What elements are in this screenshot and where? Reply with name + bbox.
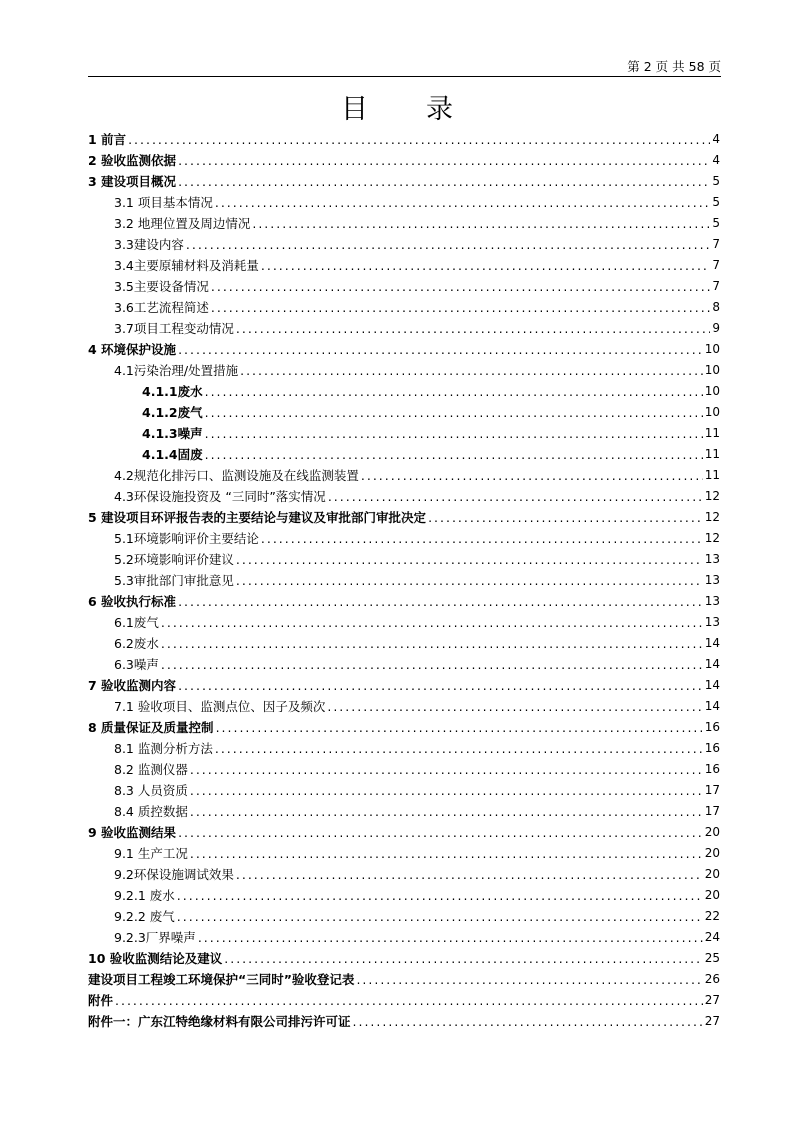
toc-dot-leader [205,444,703,465]
toc-entry-label: 3.1 项目基本情况 [114,195,213,210]
toc-entry-page-number: 13 [704,573,720,587]
toc-entry-page-number: 10 [704,405,720,419]
toc-entry[interactable] [88,444,720,465]
toc-entry-page-number: 27 [704,1014,720,1028]
toc-entry-page-number: 5 [712,216,720,230]
toc-entry-page-number: 11 [704,426,720,440]
toc-entry[interactable] [88,822,720,843]
toc-entry[interactable] [88,507,720,528]
toc-entry[interactable] [88,612,720,633]
toc-entry-page-number: 12 [704,489,720,503]
toc-entry-page-number: 10 [704,363,720,377]
toc-entry-page-number: 11 [704,447,720,461]
toc-dot-leader [178,591,703,612]
toc-entry-label: 4.1.1废水 [142,384,203,399]
toc-entry[interactable] [88,969,720,990]
toc-entry[interactable] [88,801,720,822]
toc-entry-label: 5.3审批部门审批意见 [114,573,234,588]
toc-dot-leader [261,255,710,276]
toc-dot-leader [236,864,703,885]
toc-entry-page-number: 27 [704,993,720,1007]
toc-entry[interactable] [88,633,720,654]
toc-entry-label: 7.1 验收项目、监测点位、因子及频次 [114,699,326,714]
toc-entry-label: 4 环境保护设施 [88,342,177,357]
toc-entry-label: 3.4主要原辅材料及消耗量 [114,258,259,273]
toc-entry-page-number: 22 [704,909,720,923]
toc-dot-leader [327,696,702,717]
toc-entry-label: 9.2环保设施调试效果 [114,867,234,882]
toc-entry-label: 9.1 生产工况 [114,846,188,861]
toc-entry-label: 6.1废气 [114,615,159,630]
toc-entry[interactable] [88,213,720,234]
toc-entry[interactable] [88,780,720,801]
toc-entry[interactable] [88,696,720,717]
toc-dot-leader [177,885,703,906]
toc-entry-page-number: 14 [704,657,720,671]
toc-entry-label: 3.7项目工程变动情况 [114,321,234,336]
toc-dot-leader [205,423,703,444]
toc-entry[interactable] [88,549,720,570]
toc-entry-label: 8.1 监测分析方法 [114,741,213,756]
toc-dot-leader [236,570,703,591]
toc-entry[interactable] [88,948,720,969]
toc-entry-page-number: 24 [704,930,720,944]
toc-entry-label: 6.2废水 [114,636,159,651]
toc-dot-leader [178,675,703,696]
toc-entry-page-number: 16 [704,762,720,776]
toc-dot-leader [252,213,710,234]
toc-entry-page-number: 16 [704,720,720,734]
toc-entry[interactable] [88,528,720,549]
toc-entry-label: 8 质量保证及质量控制 [88,720,214,735]
table-of-contents [88,129,720,1032]
toc-entry-label: 3.6工艺流程简述 [114,300,209,315]
toc-entry-page-number: 8 [712,300,720,314]
toc-entry-page-number: 26 [704,972,720,986]
toc-dot-leader [356,969,702,990]
toc-dot-leader [224,948,702,969]
toc-entry-page-number: 12 [704,510,720,524]
toc-dot-leader [353,1011,703,1032]
toc-entry-page-number: 13 [704,615,720,629]
toc-entry[interactable] [88,885,720,906]
toc-entry[interactable] [88,843,720,864]
toc-entry[interactable] [88,570,720,591]
toc-entry[interactable] [88,360,720,381]
toc-dot-leader [261,528,703,549]
toc-entry-label: 9.2.2 废气 [114,909,175,924]
toc-entry-page-number: 11 [704,468,720,482]
toc-entry[interactable] [88,129,720,150]
toc-entry-page-number: 7 [712,258,720,272]
toc-entry-label: 5.2环境影响评价建议 [114,552,234,567]
toc-entry-page-number: 20 [704,888,720,902]
toc-entry-page-number: 5 [712,174,720,188]
toc-entry-page-number: 4 [712,132,720,146]
toc-dot-leader [236,318,710,339]
toc-entry[interactable] [88,675,720,696]
toc-entry-page-number: 5 [712,195,720,209]
toc-entry-label: 4.1.4固废 [142,447,203,462]
toc-entry[interactable] [88,759,720,780]
toc-dot-leader [177,906,703,927]
toc-entry[interactable] [88,402,720,423]
toc-entry-label: 附件一：广东江特绝缘材料有限公司排污许可证 [88,1014,351,1029]
toc-entry[interactable] [88,927,720,948]
page-header [88,58,721,77]
toc-entry[interactable] [88,1011,720,1032]
toc-entry[interactable] [88,465,720,486]
toc-entry[interactable] [88,738,720,759]
toc-entry-page-number: 10 [704,384,720,398]
toc-dot-leader [186,234,710,255]
toc-dot-leader [211,297,710,318]
toc-entry-page-number: 13 [704,552,720,566]
toc-entry[interactable] [88,255,720,276]
toc-entry[interactable] [88,318,720,339]
toc-entry-page-number: 25 [704,951,720,965]
toc-entry-label: 3.5主要设备情况 [114,279,209,294]
toc-entry-label: 4.3环保设施投资及 “三同时”落实情况 [114,489,326,504]
toc-title: 目录 [341,94,511,125]
toc-entry[interactable] [88,717,720,738]
toc-entry-label: 8.4 质控数据 [114,804,188,819]
toc-dot-leader [240,360,703,381]
toc-entry-page-number: 4 [712,153,720,167]
toc-entry[interactable] [88,990,720,1011]
toc-entry-page-number: 20 [704,825,720,839]
toc-entry-page-number: 14 [704,636,720,650]
toc-entry[interactable] [88,276,720,297]
toc-dot-leader [178,822,703,843]
toc-dot-leader [190,780,703,801]
toc-entry-page-number: 7 [712,279,720,293]
toc-entry[interactable] [88,192,720,213]
toc-entry-page-number: 20 [704,846,720,860]
toc-entry-page-number: 10 [704,342,720,356]
toc-dot-leader [115,990,703,1011]
toc-entry-page-number: 7 [712,237,720,251]
toc-entry-label: 3 建设项目概况 [88,174,177,189]
toc-entry-label: 1 前言 [88,132,127,147]
toc-dot-leader [178,171,710,192]
toc-entry-page-number: 14 [704,678,720,692]
toc-entry-label: 9.2.3厂界噪声 [114,930,196,945]
toc-entry-label: 8.3 人员资质 [114,783,188,798]
toc-entry[interactable] [88,150,720,171]
toc-entry-label: 建设项目工程竣工环境保护“三同时”验收登记表 [88,972,355,987]
toc-entry[interactable] [88,423,720,444]
toc-entry-label: 3.2 地理位置及周边情况 [114,216,251,231]
toc-entry-label: 3.3建设内容 [114,237,184,252]
toc-entry-page-number: 12 [704,531,720,545]
toc-entry[interactable] [88,297,720,318]
toc-entry[interactable] [88,171,720,192]
toc-entry-page-number: 9 [712,321,720,335]
toc-dot-leader [161,654,703,675]
toc-entry[interactable] [88,864,720,885]
toc-entry-page-number: 17 [704,804,720,818]
page-number-info: 第 2 页 共 58 页 [627,59,721,74]
toc-entry[interactable] [88,381,720,402]
toc-dot-leader [128,129,710,150]
toc-entry[interactable] [88,339,720,360]
toc-dot-leader [215,738,703,759]
toc-dot-leader [328,486,703,507]
toc-dot-leader [178,150,710,171]
toc-entry[interactable] [88,654,720,675]
toc-dot-leader [205,402,703,423]
toc-entry-label: 8.2 监测仪器 [114,762,188,777]
toc-dot-leader [190,759,703,780]
toc-dot-leader [211,276,710,297]
toc-entry-label: 7 验收监测内容 [88,678,177,693]
toc-dot-leader [190,843,703,864]
toc-dot-leader [215,192,711,213]
toc-entry[interactable] [88,486,720,507]
toc-entry-label: 6 验收执行标准 [88,594,177,609]
toc-dot-leader [361,465,703,486]
toc-entry-label: 2 验收监测依据 [88,153,177,168]
toc-dot-leader [161,633,703,654]
toc-entry-label: 4.2规范化排污口、监测设施及在线监测装置 [114,468,359,483]
toc-entry-label: 4.1污染治理/处置措施 [114,363,239,378]
toc-dot-leader [205,381,703,402]
toc-entry-label: 6.3噪声 [114,657,159,672]
toc-dot-leader [428,507,703,528]
toc-entry[interactable] [88,591,720,612]
toc-entry-label: 9 验收监测结果 [88,825,177,840]
toc-entry-label: 4.1.2废气 [142,405,203,420]
toc-entry-label: 附件 [88,993,114,1008]
toc-entry-page-number: 20 [704,867,720,881]
toc-entry-page-number: 14 [704,699,720,713]
toc-entry-page-number: 13 [704,594,720,608]
toc-entry-page-number: 17 [704,783,720,797]
toc-entry-page-number: 16 [704,741,720,755]
toc-entry-label: 5.1环境影响评价主要结论 [114,531,259,546]
toc-entry-label: 10 验收监测结论及建议 [88,951,223,966]
toc-dot-leader [178,339,703,360]
toc-entry-label: 4.1.3噪声 [142,426,203,441]
toc-dot-leader [190,801,703,822]
toc-entry-label: 5 建设项目环评报告表的主要结论与建议及审批部门审批决定 [88,510,427,525]
toc-dot-leader [161,612,703,633]
toc-dot-leader [216,717,703,738]
toc-entry[interactable] [88,234,720,255]
toc-dot-leader [236,549,703,570]
toc-entry-label: 9.2.1 废水 [114,888,175,903]
toc-dot-leader [198,927,703,948]
toc-entry[interactable] [88,906,720,927]
